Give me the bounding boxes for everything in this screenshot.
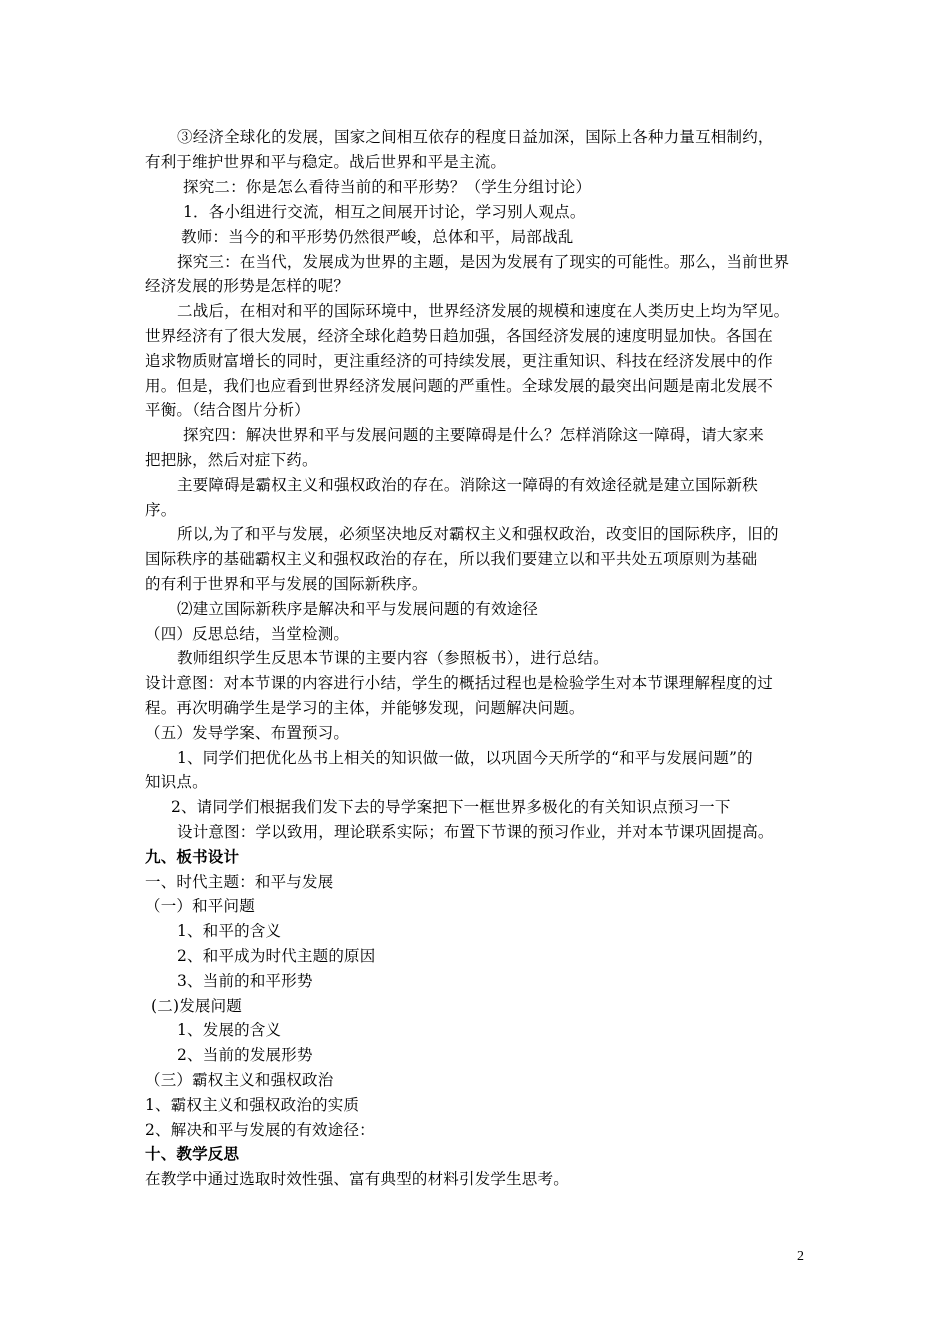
text-line: 经济发展的形势是怎样的呢？ bbox=[145, 277, 350, 295]
text-line: 程。再次明确学生是学习的主体，并能够发现，问题解决问题。 bbox=[145, 699, 585, 717]
text-line: 国际秩序的基础霸权主义和强权政治的存在，所以我们要建立以和平共处五项原则为基础 bbox=[145, 550, 758, 568]
text-line: 2、请同学们根据我们发下去的导学案把下一框世界多极化的有关知识点预习一下 bbox=[171, 798, 731, 816]
outline-item: 1、霸权主义和强权政治的实质 bbox=[145, 1096, 360, 1114]
outline-item: 1、和平的含义 bbox=[177, 922, 282, 940]
text-line: ③经济全球化的发展，国家之间相互依存的程度日益加深，国际上各种力量互相制约， bbox=[177, 128, 774, 146]
text-line: 所以,为了和平与发展，必须坚决地反对霸权主义和强权政治，改变旧的国际秩序，旧的 bbox=[177, 525, 779, 543]
text-line: ⑵建立国际新秩序是解决和平与发展问题的有效途径 bbox=[177, 600, 539, 618]
page-number: 2 bbox=[797, 1249, 804, 1264]
section-heading: （五）发导学案、布置预习。 bbox=[145, 724, 350, 742]
text-line: 探究三：在当代，发展成为世界的主题，是因为发展有了现实的可能性。那么，当前世界 bbox=[177, 253, 790, 271]
outline-item: （一）和平问题 bbox=[145, 897, 255, 915]
text-line: 教师组织学生反思本节课的主要内容（参照板书），进行总结。 bbox=[177, 649, 609, 667]
text-line: 教师：当今的和平形势仍然很严峻，总体和平，局部战乱 bbox=[181, 228, 574, 246]
text-line: 二战后，在相对和平的国际环境中，世界经济发展的规模和速度在人类历史上均为罕见。 bbox=[177, 302, 790, 320]
section-title: 十、教学反思 bbox=[145, 1144, 240, 1163]
outline-item: 3、当前的和平形势 bbox=[177, 972, 313, 990]
text-line: 序。 bbox=[145, 501, 177, 519]
text-line: 平衡。（结合图片分析） bbox=[145, 401, 310, 419]
text-line: 把把脉，然后对症下药。 bbox=[145, 451, 318, 469]
section-heading: （四）反思总结，当堂检测。 bbox=[145, 625, 350, 643]
outline-item: （三）霸权主义和强权政治 bbox=[145, 1071, 334, 1089]
text-line: 探究二：你是怎么看待当前的和平形势？（学生分组讨论） bbox=[183, 178, 592, 196]
text-line: 设计意图：对本节课的内容进行小结，学生的概括过程也是检验学生对本节课理解程度的过 bbox=[145, 674, 774, 692]
text-line: 的有利于世界和平与发展的国际新秩序。 bbox=[145, 575, 428, 593]
text-line: 1．各小组进行交流，相互之间展开讨论，学习别人观点。 bbox=[183, 203, 586, 221]
outline-item: (二)发展问题 bbox=[151, 997, 242, 1015]
text-line: 追求物质财富增长的同时，更注重经济的可持续发展，更注重知识、科技在经济发展中的作 bbox=[145, 352, 774, 370]
text-line: 主要障碍是霸权主义和强权政治的存在。消除这一障碍的有效途径就是建立国际新秩 bbox=[177, 476, 758, 494]
text-line: 探究四：解决世界和平与发展问题的主要障碍是什么？怎样消除这一障碍，请大家来 bbox=[183, 426, 764, 444]
outline-item: 2、和平成为时代主题的原因 bbox=[177, 947, 376, 965]
outline-item: 1、发展的含义 bbox=[177, 1021, 282, 1039]
text-line: 设计意图：学以致用，理论联系实际；布置下节课的预习作业，并对本节课巩固提高。 bbox=[177, 823, 774, 841]
text-line: 1、同学们把优化丛书上相关的知识做一做，以巩固今天所学的“和平与发展问题”的 bbox=[177, 749, 753, 767]
text-line: 世界经济有了很大发展，经济全球化趋势日趋加强，各国经济发展的速度明显加快。各国在 bbox=[145, 327, 774, 345]
section-title: 九、板书设计 bbox=[145, 847, 240, 866]
text-line: 有利于维护世界和平与稳定。战后世界和平是主流。 bbox=[145, 153, 507, 171]
text-line: 用。但是，我们也应看到世界经济发展问题的严重性。全球发展的最突出问题是南北发展不 bbox=[145, 377, 774, 395]
text-line: 知识点。 bbox=[145, 773, 208, 791]
outline-item: 一、时代主题：和平与发展 bbox=[145, 873, 334, 891]
outline-item: 2、解决和平与发展的有效途径： bbox=[145, 1121, 375, 1139]
outline-item: 2、当前的发展形势 bbox=[177, 1046, 313, 1064]
text-line: 在教学中通过选取时效性强、富有典型的材料引发学生思考。 bbox=[145, 1170, 569, 1188]
